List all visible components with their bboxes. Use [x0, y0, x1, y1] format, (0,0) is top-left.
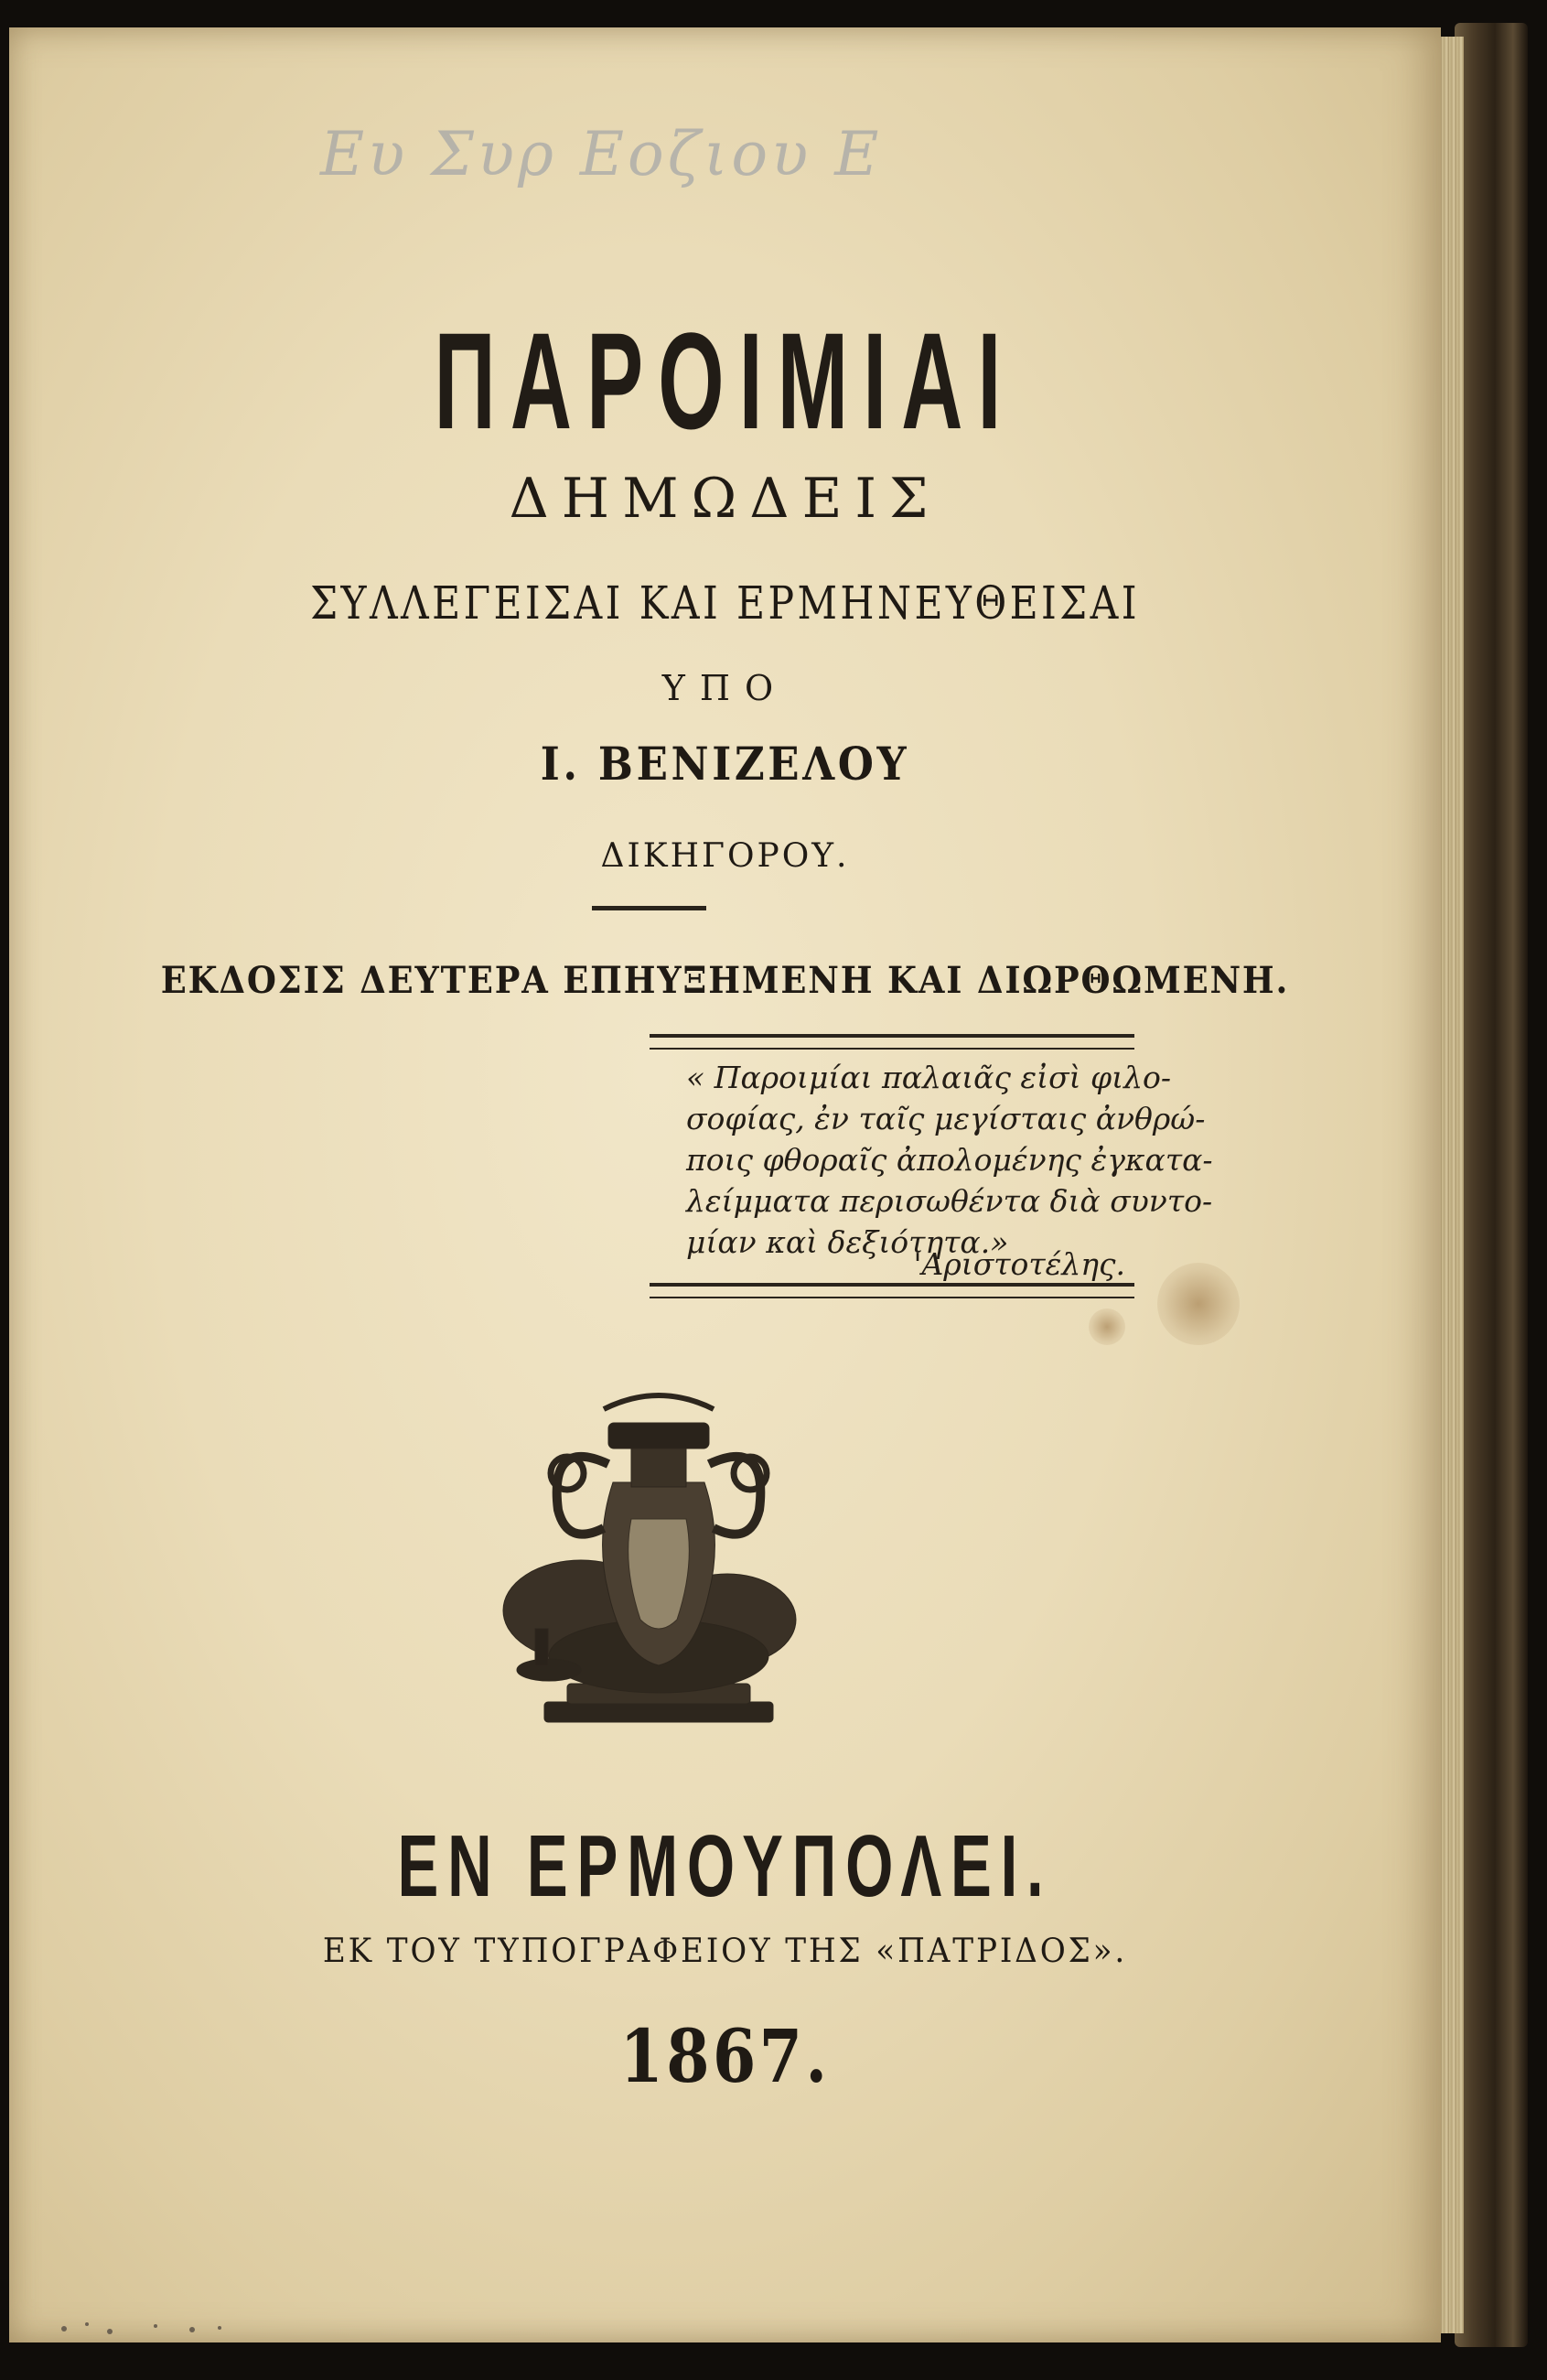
book-binding-edge	[1455, 23, 1528, 2347]
author-profession: ΔΙΚΗΓΟΡΟΥ.	[600, 837, 850, 875]
epigraph-line: ποις φθοραῖς ἀπολομένης ἐγκατα-	[686, 1142, 1213, 1178]
ink-specks	[46, 2315, 320, 2342]
place-of-publication: ΕΝ ΕΡΜΟΥΠΟΛΕΙ.	[397, 1817, 1053, 1915]
epigraph-top-rule	[650, 1034, 1134, 1050]
epigraph-line: λείμματα περισωθέντα διὰ συντο-	[686, 1183, 1213, 1219]
epigraph-line: « Παροιμίαι παλαιᾶς εἰσὶ φιλο-	[686, 1060, 1171, 1095]
book-subtitle: ΔΗΜΩΔΕΙΣ	[509, 467, 941, 531]
publication-year: 1867.	[619, 2013, 831, 2099]
foxing-stain	[1157, 1263, 1240, 1345]
book-subtitle-2: ΣΥΛΛΕΓΕΙΣΑΙ ΚΑΙ ΕΡΜΗΝΕΥΘΕΙΣΑΙ	[310, 576, 1140, 630]
divider-rule	[592, 906, 706, 910]
epigraph-line: σοφίας, ἐν ταῖς μεγίσταις ἀνθρώ-	[686, 1101, 1206, 1136]
foxing-stain	[1089, 1308, 1125, 1345]
by-line: ΥΠΟ	[661, 668, 789, 708]
epigraph-line: μίαν καὶ δεξιότητα.»	[686, 1224, 1009, 1260]
printer-emblem-vase	[494, 1382, 823, 1748]
printer-imprint: ΕΚ ΤΟΥ ΤΥΠΟΓΡΑΦΕΙΟΥ ΤΗΣ «ΠΑΤΡΙΔΟΣ».	[322, 1933, 1128, 1970]
epigraph-box	[650, 1034, 1213, 1299]
epigraph-attribution: 'Αριστοτέλης.	[913, 1246, 1125, 1282]
pencil-inscription: Ευ Συρ Εοζιου Ε	[320, 119, 883, 189]
book-title: ΠΑΡΟΙΜΙΑΙ	[434, 304, 1016, 458]
epigraph-text	[686, 1057, 1213, 1263]
title-page	[9, 27, 1441, 2342]
edition-statement: ΕΚΔΟΣΙΣ ΔΕΥΤΕΡΑ ΕΠΗΥΞΗΜΕΝΗ ΚΑΙ ΔΙΩΡΘΩΜΕΝΗ.	[160, 959, 1290, 1002]
author-name: Ι. ΒΕΝΙΖΕΛΟΥ	[540, 737, 910, 791]
epigraph-bottom-rule	[650, 1283, 1134, 1298]
